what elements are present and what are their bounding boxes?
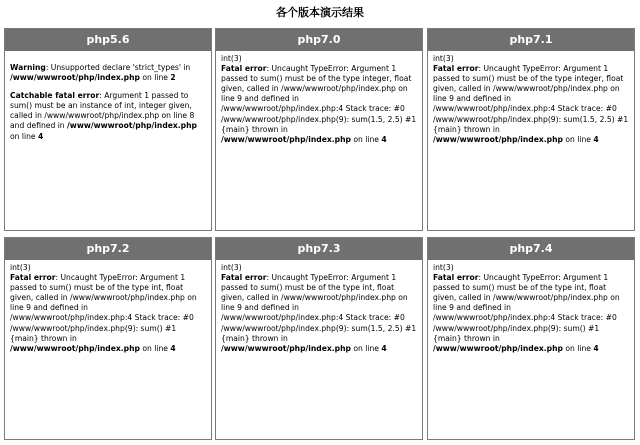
- error-message: Fatal error: Uncaught TypeError: Argument 1 passed to sum() must be of the type int, float given, called in /www/wwwroot/php/index.php on line 9 and defined in /www/wwwroot/php/index.php:4 Stack trace: #0 /www/wwwroot/php/index.php(9): sum(1.5, 2.5) #1 {main} thrown in /www/wwwroot/php/index.php on line 4: [221, 273, 417, 353]
- panel-php73: [215, 237, 423, 440]
- error-message: Fatal error: Uncaught TypeError: Argument 1 passed to sum() must be of the type integer, float given, called in /www/wwwroot/php/index.php on line 9 and defined in /www/wwwroot/php/index.php:4 Stack trace: #0 /www/wwwroot/php/index.php(9): sum(1.5, 2.5) #1 {main} thrown in /www/wwwroot/php/index.php on line 4: [433, 64, 629, 144]
- panel-body: [5, 260, 211, 354]
- panel-header: php7.4: [428, 238, 634, 260]
- error-message: Catchable fatal error: Argument 1 passed to sum() must be an instance of int, integer given, called in /www/wwwroot/php/index.php on line 8 and defined in /www/wwwroot/php/index.php on line 4: [10, 91, 197, 141]
- panel-header: php7.3: [216, 238, 422, 260]
- panel-body: [5, 51, 211, 142]
- warning-message: Warning: Unsupported declare 'strict_types' in /www/wwwroot/php/index.php on line 2: [10, 63, 191, 83]
- panel-header: php7.1: [428, 29, 634, 51]
- output-line: int(3): [10, 263, 31, 272]
- panel-body: [428, 51, 634, 145]
- panel-php72: [4, 237, 212, 440]
- output-line: int(3): [221, 263, 242, 272]
- output-line: int(3): [221, 54, 242, 63]
- panel-header: php7.2: [5, 238, 211, 260]
- error-message: Fatal error: Uncaught TypeError: Argument 1 passed to sum() must be of the type int, float given, called in /www/wwwroot/php/index.php on line 9 and defined in /www/wwwroot/php/index.php:4 Stack trace: #0 /www/wwwroot/php/index.php(9): sum() #1 {main} thrown in /www/wwwroot/php/index.php on line 4: [433, 273, 620, 353]
- page-title: 各个版本演示结果: [276, 6, 364, 19]
- output-line: int(3): [433, 54, 454, 63]
- panel-php56: [4, 28, 212, 231]
- panel-header: php5.6: [5, 29, 211, 51]
- panel-body: [216, 51, 422, 145]
- panel-header: php7.0: [216, 29, 422, 51]
- panel-php71: [427, 28, 635, 231]
- output-line: int(3): [433, 263, 454, 272]
- panel-php70: [215, 28, 423, 231]
- error-message: Fatal error: Uncaught TypeError: Argument 1 passed to sum() must be of the type int, float given, called in /www/wwwroot/php/index.php on line 9 and defined in /www/wwwroot/php/index.php:4 Stack trace: #0 /www/wwwroot/php/index.php(9): sum() #1 {main} thrown in /www/wwwroot/php/index.php on line 4: [10, 273, 197, 353]
- panel-body: [428, 260, 634, 354]
- panel-php74: [427, 237, 635, 440]
- panel-body: [216, 260, 422, 354]
- error-message: Fatal error: Uncaught TypeError: Argument 1 passed to sum() must be of the type integer, float given, called in /www/wwwroot/php/index.php on line 9 and defined in /www/wwwroot/php/index.php:4 Stack trace: #0 /www/wwwroot/php/index.php(9): sum(1.5, 2.5) #1 {main} thrown in /www/wwwroot/php/index.php on line 4: [221, 64, 417, 144]
